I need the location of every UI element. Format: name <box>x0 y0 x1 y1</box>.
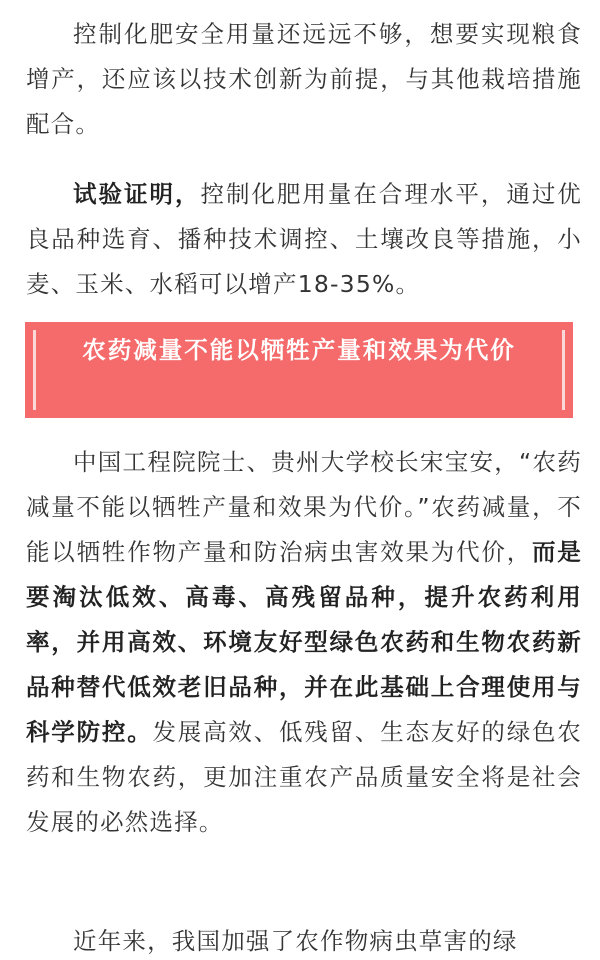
paragraph-pesticide <box>26 440 582 845</box>
paragraph-text-bold: 而是要淘汰低效、高毒、高残留品种，提升农药利用率，并用高效、环境友好型绿色农药和生物农药新品种替代低效老旧品种，并在此基础上合理使用与科学防控。 <box>26 538 582 746</box>
paragraph-lead-bold: 试验证明， <box>73 180 201 208</box>
paragraph-text-end: 发展高效、低残留、生态友好的绿色农药和生物农药，更加注重农产品质量安全将是社会发展的必然选择。 <box>26 718 582 836</box>
paragraph-fertilizer <box>26 12 582 147</box>
paragraph-text: 控制化肥用量在合理水平，通过优良品种选育、播种技术调控、土壤改良等措施，小麦、玉米、水稻可以增产18-35%。 <box>26 180 583 298</box>
paragraph-recent-years <box>26 919 582 960</box>
paragraph-text-intro: 中国工程院院士、贵州大学校长宋宝安，“农药减量不能以牺牲产量和效果为代价。”农药减量，不能以牺牲作物产量和防治病虫害效果为代价， <box>26 448 582 566</box>
paragraph-text: 近年来，我国加强了农作物病虫草害的绿 <box>73 927 518 955</box>
banner-decor-line-right <box>562 330 565 410</box>
paragraph-trial-result <box>26 172 582 307</box>
paragraph-text: 控制化肥安全用量还远远不够，想要实现粮食增产，还应该以技术创新为前提，与其他栽培措施配合。 <box>26 20 582 138</box>
section-heading-banner <box>25 322 573 418</box>
section-heading: 农药减量不能以牺牲产量和效果为代价 <box>82 336 516 364</box>
banner-decor-line-left <box>33 330 36 410</box>
